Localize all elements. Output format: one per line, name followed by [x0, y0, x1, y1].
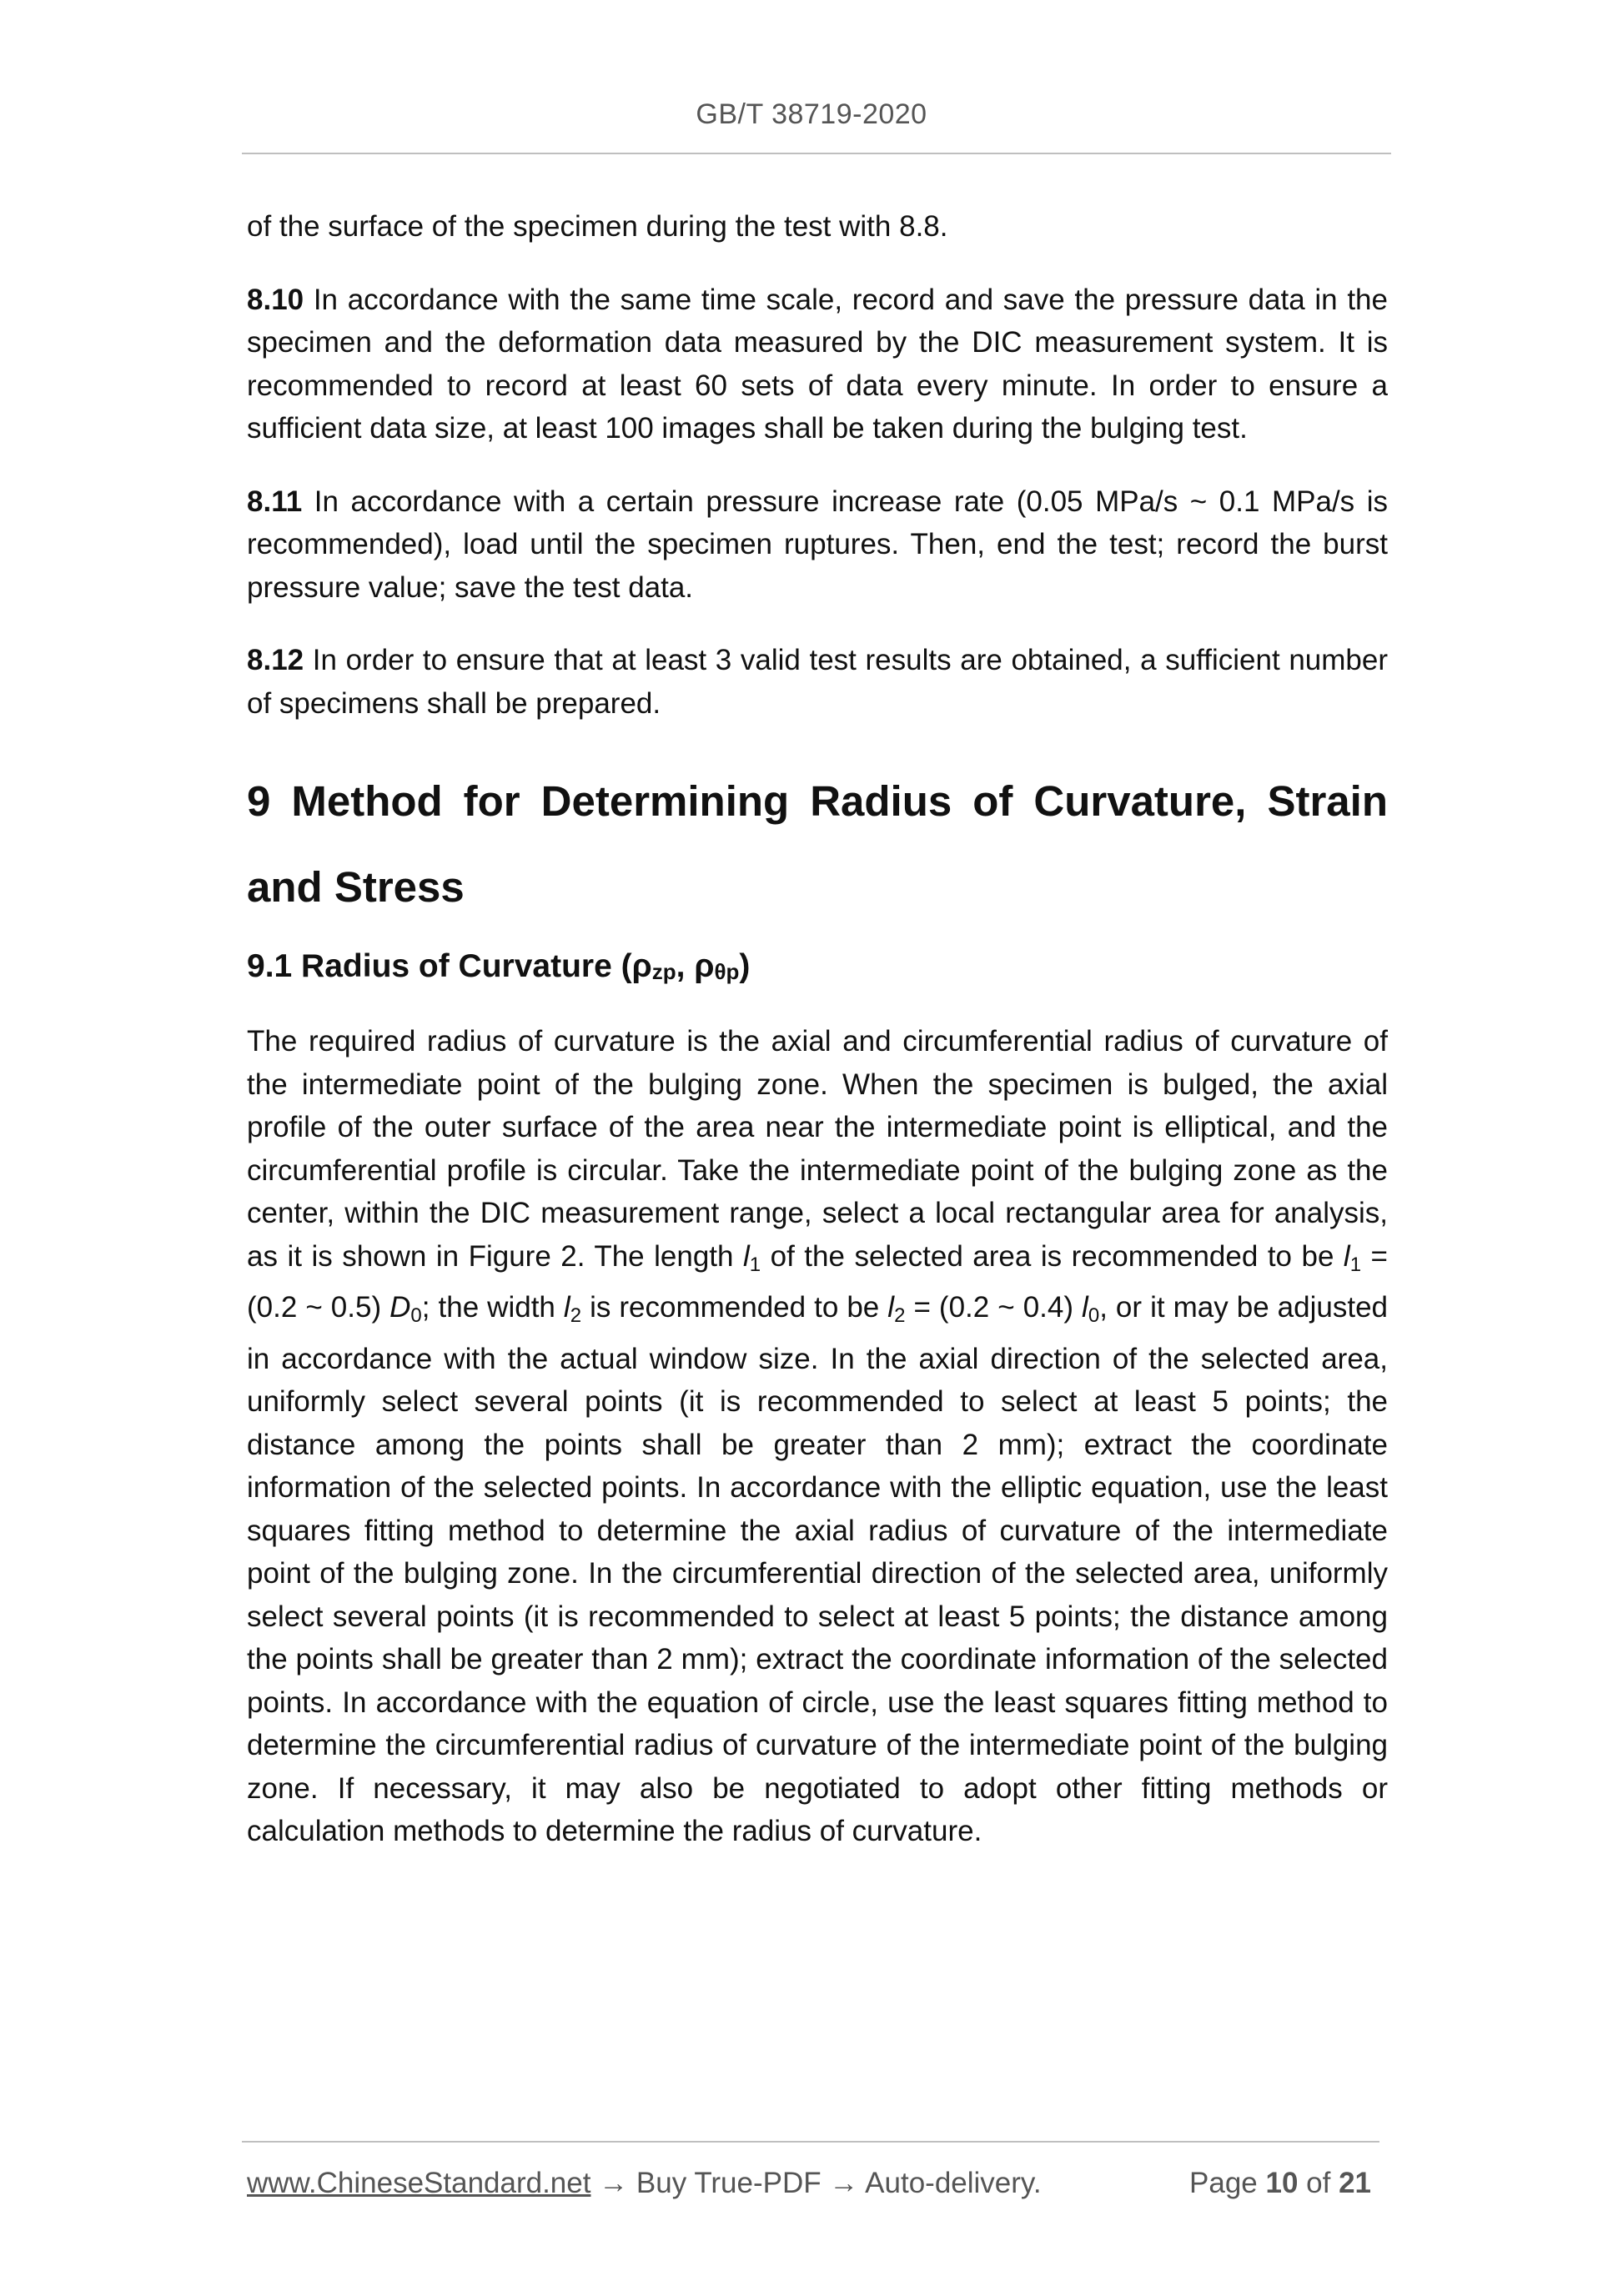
body-text: , or it may be adjusted in accordance with the actual window size. In the axial direction of the selected area, uniformly select several points (it is recommended to select at least 5 points; the distance among the points shall be greater than 2 mm); extract the coordinate information of the selected points. In accordance with the elliptic equation, use the least squares fitting method to determine the axial radius of curvature of the intermediate point of the bulging zone. In the circumferential direction of the selected area, uniformly select several points (it is recommended to select at least 5 points; the distance among the points shall be greater than 2 mm); extract the coordinate information of the selected points. In accordance with the equation of circle, use the least squares fitting method to determine the circumferential radius of curvature of the intermediate point of the bulging zone. If necessary, it may also be negotiated to adopt other fitting methods or calculation methods to determine the radius of curvature.	[247, 1291, 1389, 1847]
subscript: zp	[651, 959, 676, 984]
header-divider	[242, 153, 1391, 154]
page-total: 21	[1339, 2167, 1371, 2199]
continued-paragraph: of the surface of the specimen during the test with 8.8.	[247, 210, 948, 243]
variable-d0: D	[389, 1291, 411, 1324]
of-label: of	[1298, 2167, 1339, 2199]
clause-8-12	[247, 639, 1388, 725]
body-text: = (0.2 ~ 0.5)	[247, 1239, 1388, 1324]
clause-8-10	[247, 279, 1388, 450]
section-9-heading: 9 Method for Determining Radius of Curvature, Strain and Stress	[247, 777, 1388, 911]
clause-number: 8.10	[247, 283, 304, 316]
body-text: = (0.2 ~ 0.4)	[905, 1291, 1083, 1324]
website-link[interactable]: www.ChineseStandard.net	[247, 2167, 591, 2199]
footer-divider	[242, 2141, 1379, 2143]
subscript: 1	[1349, 1253, 1362, 1276]
section-9-1-heading	[247, 942, 1388, 997]
page-number: 10	[1265, 2167, 1299, 2199]
clause-text: In accordance with a certain pressure increase rate (0.05 MPa/s ~ 0.1 MPa/s is recommended), load until the specimen ruptures. Then, end the test; record the burst pressure value; save the test data.	[247, 485, 1388, 604]
subscript: 2	[570, 1304, 582, 1327]
subscript: 1	[749, 1253, 761, 1276]
heading-text: 9.1 Radius of Curvature (	[247, 948, 632, 984]
body-text: ; the width	[421, 1291, 564, 1324]
variable-l1: l	[1343, 1239, 1350, 1273]
subscript: 0	[410, 1304, 422, 1327]
subscript: 2	[894, 1304, 906, 1327]
clause-text: In order to ensure that at least 3 valid test results are obtained, a sufficient number of specimens shall be prepared.	[247, 644, 1388, 720]
separator: ,	[676, 948, 695, 984]
variable-l2: l	[887, 1291, 895, 1324]
heading-text: )	[739, 948, 751, 984]
document-code-header: GB/T 38719-2020	[696, 98, 927, 130]
body-text: The required radius of curvature is the axial and circumferential radius of curvature of the intermediate point of the bulging zone. When the specimen is bulged, the axial profile of the outer surface of the area near the intermediate point is elliptical, and the circumferential profile is circular. Take the intermediate point of the bulging zone as the center, within the DIC measurement range, select a local rectangular area for analysis, as it is shown in Figure 2. The length	[247, 1025, 1388, 1273]
section-9-1-body	[247, 1020, 1388, 1853]
rho-symbol: ρ	[631, 948, 652, 984]
footer-text: → Buy True-PDF → Auto-delivery.	[590, 2167, 1042, 2199]
body-text: is recommended to be	[581, 1291, 888, 1324]
variable-l2: l	[563, 1291, 570, 1324]
clause-text: In accordance with the same time scale, record and save the pressure data in the specimen and the deformation data measured by the DIC measurement system. It is recommended to record at least 60 sets of data every minute. In order to ensure a sufficient data size, at least 100 images shall be taken during the bulging test.	[247, 283, 1388, 445]
body-text: of the selected area is recommended to be	[761, 1239, 1344, 1273]
clause-number: 8.11	[247, 485, 303, 518]
page-label: Page	[1189, 2167, 1266, 2199]
subscript: 0	[1088, 1304, 1100, 1327]
variable-l0: l	[1082, 1291, 1088, 1324]
clause-8-11	[247, 480, 1388, 610]
page-content	[247, 205, 1388, 1883]
rho-symbol: ρ	[694, 948, 715, 984]
page-indicator	[1189, 2164, 1371, 2203]
variable-l1: l	[743, 1239, 750, 1273]
clause-number: 8.12	[247, 644, 304, 676]
subscript: θp	[714, 959, 740, 984]
page-footer	[247, 2164, 1379, 2203]
